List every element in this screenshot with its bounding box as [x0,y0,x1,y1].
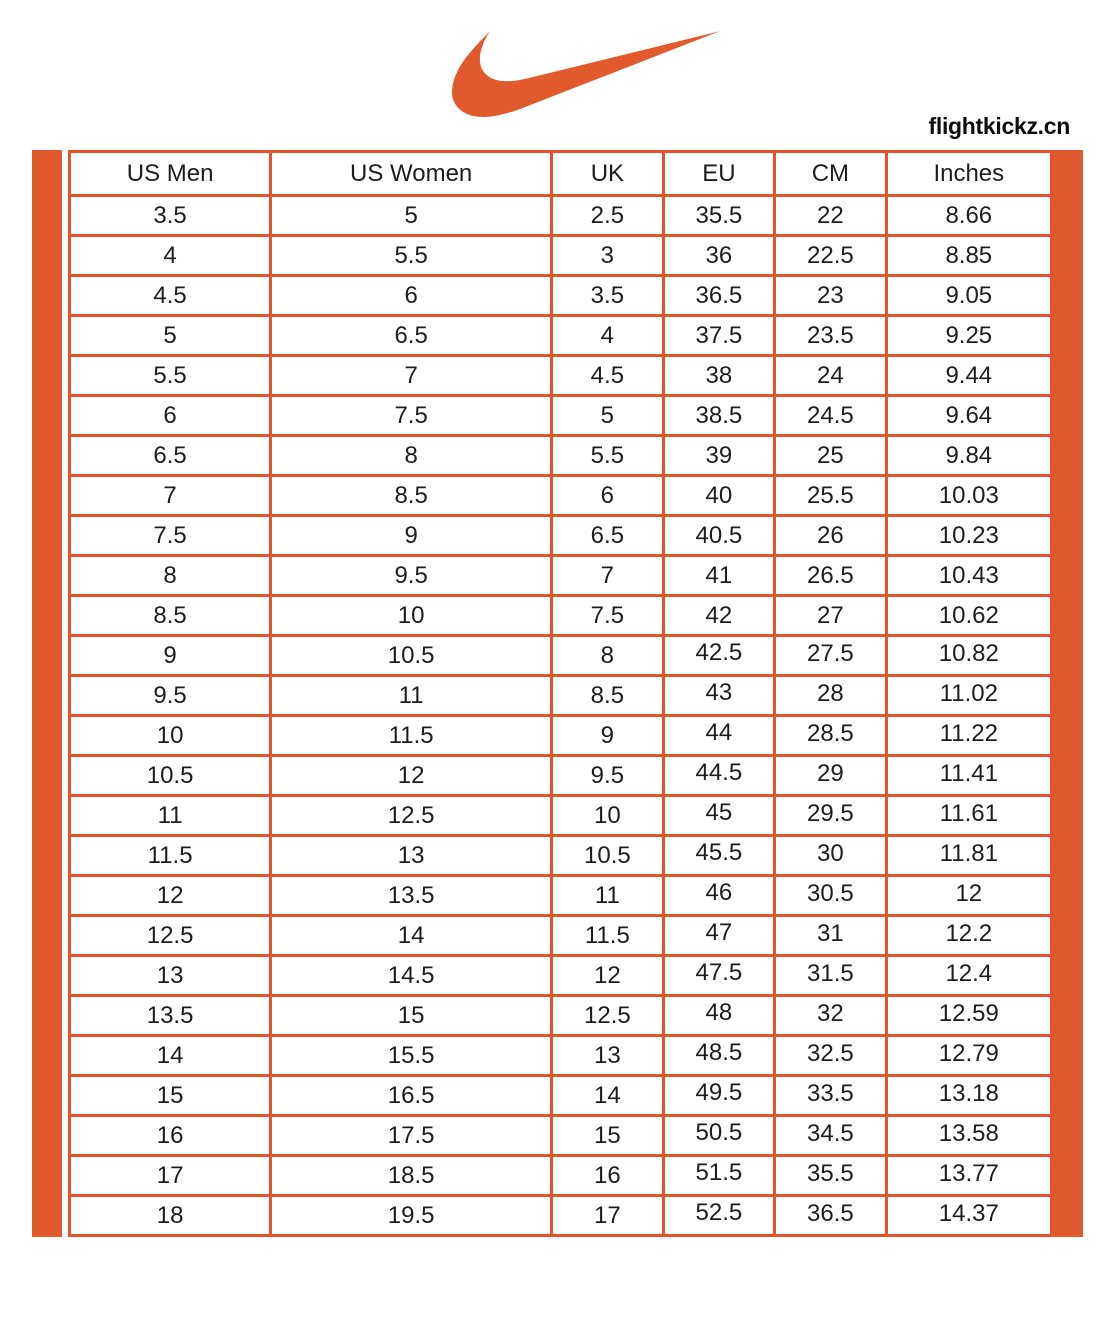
table-row [70,796,1052,836]
table-cell: 10.5 [271,636,552,676]
table-cell: 6 [70,396,271,436]
table-cell: 11.81 [886,836,1051,876]
table-cell: 10 [552,796,664,836]
column-header: UK [552,152,664,196]
site-watermark: flightkickz.cn [928,113,1070,139]
table-cell: 40 [663,476,775,516]
table-cell: 27 [775,596,887,636]
table-cell: 47.5 [663,956,775,996]
table-cell: 11.22 [886,716,1051,756]
table-cell: 18 [70,1196,271,1236]
table-cell: 12 [70,876,271,916]
table-cell: 38.5 [663,396,775,436]
left-accent-bar [32,150,62,1237]
table-cell: 33.5 [775,1076,887,1116]
table-cell: 5.5 [552,436,664,476]
table-cell: 12.5 [70,916,271,956]
table-cell: 9.5 [271,556,552,596]
table-row [70,396,1052,436]
table-cell: 11.02 [886,676,1051,716]
table-cell: 28.5 [775,716,887,756]
table-cell: 10 [70,716,271,756]
table-cell: 13 [271,836,552,876]
table-header [70,152,1052,196]
table-cell: 52.5 [663,1196,775,1236]
table-cell: 22 [775,196,887,236]
table-cell: 24 [775,356,887,396]
table-cell: 8 [271,436,552,476]
table-cell: 12.4 [886,956,1051,996]
size-conversion-table [68,150,1053,1237]
table-cell: 10.62 [886,596,1051,636]
table-cell: 30 [775,836,887,876]
table-cell: 12 [552,956,664,996]
table-row [70,916,1052,956]
table-cell: 15 [271,996,552,1036]
table-cell: 36.5 [663,276,775,316]
table-cell: 29 [775,756,887,796]
table-cell: 10.5 [552,836,664,876]
table-cell: 10.23 [886,516,1051,556]
table-cell: 8.85 [886,236,1051,276]
table-cell: 12.59 [886,996,1051,1036]
table-cell: 42 [663,596,775,636]
table-cell: 44.5 [663,756,775,796]
table-cell: 8.5 [271,476,552,516]
table-cell: 17.5 [271,1116,552,1156]
table-cell: 25.5 [775,476,887,516]
table-row [70,716,1052,756]
table-cell: 11.5 [271,716,552,756]
table-cell: 13.18 [886,1076,1051,1116]
table-cell: 14 [271,916,552,956]
column-header: EU [663,152,775,196]
table-cell: 40.5 [663,516,775,556]
table-cell: 6.5 [271,316,552,356]
table-row [70,876,1052,916]
table-cell: 35.5 [663,196,775,236]
table-cell: 10 [271,596,552,636]
table-cell: 16.5 [271,1076,552,1116]
table-cell: 12.5 [552,996,664,1036]
table-cell: 15.5 [271,1036,552,1076]
table-cell: 17 [70,1156,271,1196]
table-cell: 32.5 [775,1036,887,1076]
table-cell: 4 [552,316,664,356]
table-row [70,556,1052,596]
nike-swoosh-icon [452,26,720,120]
table-cell: 49.5 [663,1076,775,1116]
table-cell: 9 [271,516,552,556]
table-cell: 13.5 [70,996,271,1036]
table-cell: 13 [552,1036,664,1076]
table-cell: 4.5 [70,276,271,316]
table-cell: 38 [663,356,775,396]
table-row [70,356,1052,396]
table-cell: 41 [663,556,775,596]
table-cell: 23.5 [775,316,887,356]
table-cell: 24.5 [775,396,887,436]
table-cell: 18.5 [271,1156,552,1196]
table-cell: 51.5 [663,1156,775,1196]
table-cell: 23 [775,276,887,316]
table-cell: 11 [271,676,552,716]
table-cell: 14.5 [271,956,552,996]
table-cell: 8 [552,636,664,676]
table-cell: 5.5 [271,236,552,276]
table-row [70,836,1052,876]
table-cell: 30.5 [775,876,887,916]
table-cell: 8.5 [70,596,271,636]
table-cell: 6 [271,276,552,316]
table-cell: 9 [70,636,271,676]
table-cell: 12.2 [886,916,1051,956]
table-cell: 28 [775,676,887,716]
table-cell: 9.05 [886,276,1051,316]
table-cell: 45.5 [663,836,775,876]
table-cell: 35.5 [775,1156,887,1196]
table-cell: 48 [663,996,775,1036]
table-row [70,596,1052,636]
table-cell: 11.5 [70,836,271,876]
table-row [70,476,1052,516]
table-cell: 32 [775,996,887,1036]
table-cell: 13.5 [271,876,552,916]
table-cell: 36.5 [775,1196,887,1236]
table-cell: 37.5 [663,316,775,356]
table-cell: 43 [663,676,775,716]
header-row [70,152,1052,196]
right-accent-bar [1053,150,1083,1237]
table-cell: 36 [663,236,775,276]
table-cell: 12 [271,756,552,796]
table-cell: 31 [775,916,887,956]
table-row [70,1116,1052,1156]
table-cell: 3 [552,236,664,276]
table-cell: 13 [70,956,271,996]
table-row [70,676,1052,716]
table-cell: 25 [775,436,887,476]
table-cell: 7 [271,356,552,396]
table-cell: 11 [70,796,271,836]
table-cell: 19.5 [271,1196,552,1236]
table-cell: 15 [552,1116,664,1156]
table-cell: 12 [886,876,1051,916]
table-cell: 47 [663,916,775,956]
table-cell: 15 [70,1076,271,1116]
table-cell: 13.77 [886,1156,1051,1196]
table-cell: 9 [552,716,664,756]
table-cell: 42.5 [663,636,775,676]
table-cell: 39 [663,436,775,476]
table-cell: 6.5 [70,436,271,476]
table-row [70,276,1052,316]
table-cell: 10.82 [886,636,1051,676]
table-cell: 7.5 [271,396,552,436]
table-cell: 7 [552,556,664,596]
column-header: US Men [70,152,271,196]
column-header: CM [775,152,887,196]
table-row [70,1196,1052,1236]
table-cell: 16 [552,1156,664,1196]
table-cell: 7.5 [552,596,664,636]
table-cell: 29.5 [775,796,887,836]
table-row [70,516,1052,556]
table-cell: 9.5 [552,756,664,796]
table-cell: 14 [552,1076,664,1116]
table-row [70,756,1052,796]
table-cell: 46 [663,876,775,916]
table-cell: 6.5 [552,516,664,556]
table-cell: 11 [552,876,664,916]
table-cell: 44 [663,716,775,756]
table-cell: 9.64 [886,396,1051,436]
table-row [70,996,1052,1036]
table-cell: 4.5 [552,356,664,396]
table-cell: 12.5 [271,796,552,836]
table-cell: 11.61 [886,796,1051,836]
table-cell: 9.5 [70,676,271,716]
table-row [70,636,1052,676]
column-header: Inches [886,152,1051,196]
table-row [70,196,1052,236]
size-table-container [32,150,1083,1237]
table-cell: 3.5 [552,276,664,316]
table-cell: 10.43 [886,556,1051,596]
table-cell: 26.5 [775,556,887,596]
table-cell: 9.25 [886,316,1051,356]
table-row [70,1156,1052,1196]
table-cell: 11.41 [886,756,1051,796]
table-cell: 3.5 [70,196,271,236]
table-cell: 5 [552,396,664,436]
table-row [70,1036,1052,1076]
table-row [70,956,1052,996]
column-header: US Women [271,152,552,196]
table-row [70,436,1052,476]
table-cell: 17 [552,1196,664,1236]
table-row [70,236,1052,276]
table-cell: 13.58 [886,1116,1051,1156]
table-cell: 14 [70,1036,271,1076]
table-cell: 9.44 [886,356,1051,396]
table-cell: 48.5 [663,1036,775,1076]
table-row [70,1076,1052,1116]
table-cell: 34.5 [775,1116,887,1156]
table-cell: 12.79 [886,1036,1051,1076]
table-cell: 22.5 [775,236,887,276]
table-cell: 8.66 [886,196,1051,236]
table-cell: 31.5 [775,956,887,996]
table-cell: 5 [271,196,552,236]
table-cell: 27.5 [775,636,887,676]
table-cell: 14.37 [886,1196,1051,1236]
table-cell: 50.5 [663,1116,775,1156]
table-cell: 4 [70,236,271,276]
table-cell: 11.5 [552,916,664,956]
table-cell: 5 [70,316,271,356]
table-cell: 7.5 [70,516,271,556]
table-cell: 10.03 [886,476,1051,516]
table-row [70,316,1052,356]
table-cell: 26 [775,516,887,556]
table-cell: 2.5 [552,196,664,236]
table-cell: 10.5 [70,756,271,796]
table-cell: 8.5 [552,676,664,716]
table-cell: 7 [70,476,271,516]
table-cell: 9.84 [886,436,1051,476]
table-cell: 8 [70,556,271,596]
table-cell: 16 [70,1116,271,1156]
table-cell: 6 [552,476,664,516]
table-cell: 5.5 [70,356,271,396]
table-cell: 45 [663,796,775,836]
